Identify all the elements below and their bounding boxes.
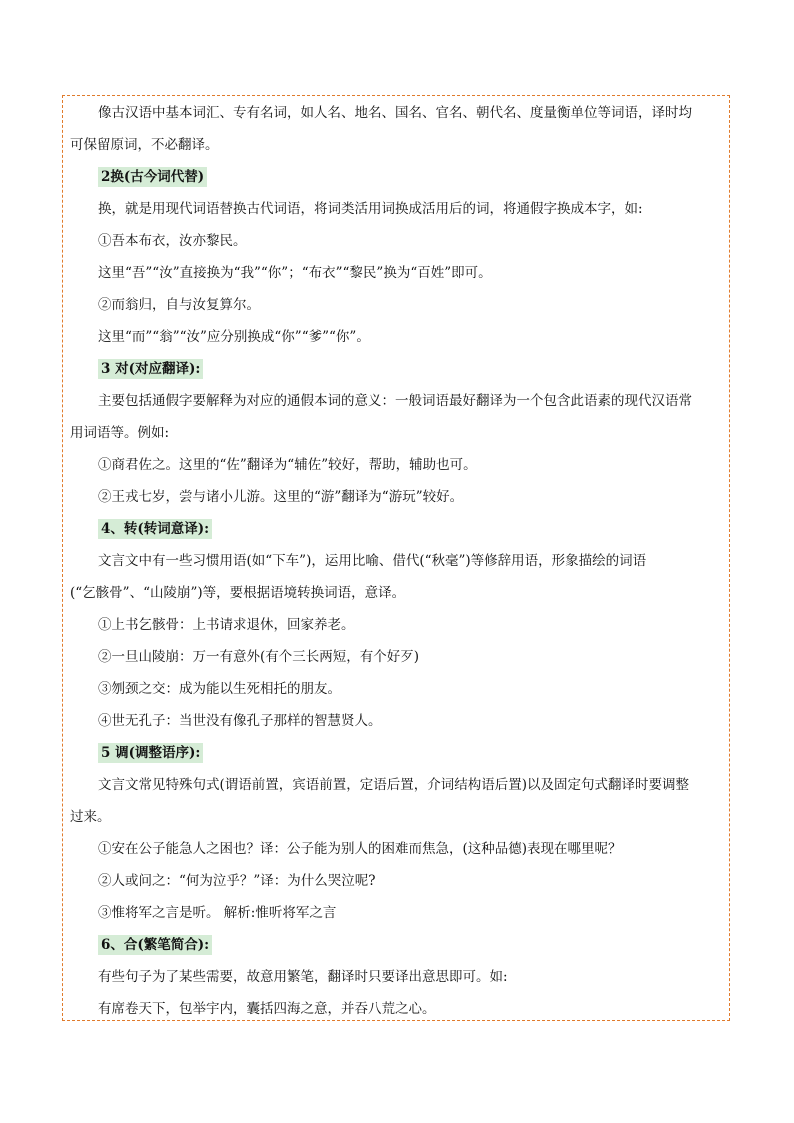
section-heading-5: 5 调(调整语序): [98,743,203,763]
example-line: ①安在公子能急人之困也？译：公子能为别人的困难而焦急，(这种品德)表现在哪里呢？ [98,841,622,857]
paragraph-line: 文言文常见特殊句式(谓语前置，宾语前置，定语后置，介词结构语后置)以及固定句式翻译时要调整 [98,777,690,793]
example-note: 这里“而”“翁”“汝”应分别换成“你”“爹”“你”。 [98,329,370,345]
paragraph-line: 可保留原词，不必翻译。 [70,137,219,153]
example-line: 有席卷天下，包举宇内，囊括四海之意，并吞八荒之心。 [98,1001,436,1017]
paragraph-line: 用词语等。例如: [70,425,170,441]
section-heading-4: 4、转(转词意译): [98,519,212,539]
paragraph-line: 文言文中有一些习惯用语(如“下车”)，运用比喻、借代(“秋毫”)等修辞用语，形象描绘的词语 [98,553,647,569]
paragraph-line: (“乞骸骨”、“山陵崩”)等，要根据语境转换词语，意译。 [70,585,406,601]
example-line: ②王戎七岁，尝与诸小儿游。这里的“游”翻译为“游玩”较好。 [98,489,464,505]
example-line: ①上书乞骸骨：上书请求退休，回家养老。 [98,617,355,633]
paragraph-line: 过来。 [70,809,111,825]
section-heading-6: 6、合(繁笔简合): [98,935,212,955]
paragraph-line: 主要包括通假字要解释为对应的通假本词的意义：一般词语最好翻译为一个包含此语素的现代汉语常 [98,393,692,409]
section-heading-3: 3 对(对应翻译): [98,359,203,379]
example-line: ②而翁归，自与汝复算尔。 [98,297,260,313]
paragraph-line: 换，就是用现代词语替换古代词语，将词类活用词换成活用后的词，将通假字换成本字，如: [98,201,643,217]
example-line: ④世无孔子：当世没有像孔子那样的智慧贤人。 [98,713,382,729]
example-note: 这里“吾”“汝”直接换为“我”“你”；“布衣”“黎民”换为“百姓”即可。 [98,265,492,281]
example-line: ③刎颈之交：成为能以生死相托的朋友。 [98,681,341,697]
example-line: ③惟将军之言是听。 解析:惟听将军之言 [98,905,337,921]
paragraph-line: 有些句子为了某些需要，故意用繁笔，翻译时只要译出意思即可。如: [98,969,508,985]
example-line: ②一旦山陵崩：万一有意外(有个三长两短，有个好歹) [98,649,420,665]
example-line: ②人或问之：“何为泣乎？”译：为什么哭泣呢? [98,873,376,889]
example-line: ①商君佐之。这里的“佐”翻译为“辅佐”较好，帮助，辅助也可。 [98,457,477,473]
section-heading-2: 2换(古今词代替) [98,167,207,187]
example-line: ①吾本布衣，汝亦黎民。 [98,233,247,249]
paragraph-line: 像古汉语中基本词汇、专有名词，如人名、地名、国名、官名、朝代名、度量衡单位等词语，译时均 [98,105,692,121]
